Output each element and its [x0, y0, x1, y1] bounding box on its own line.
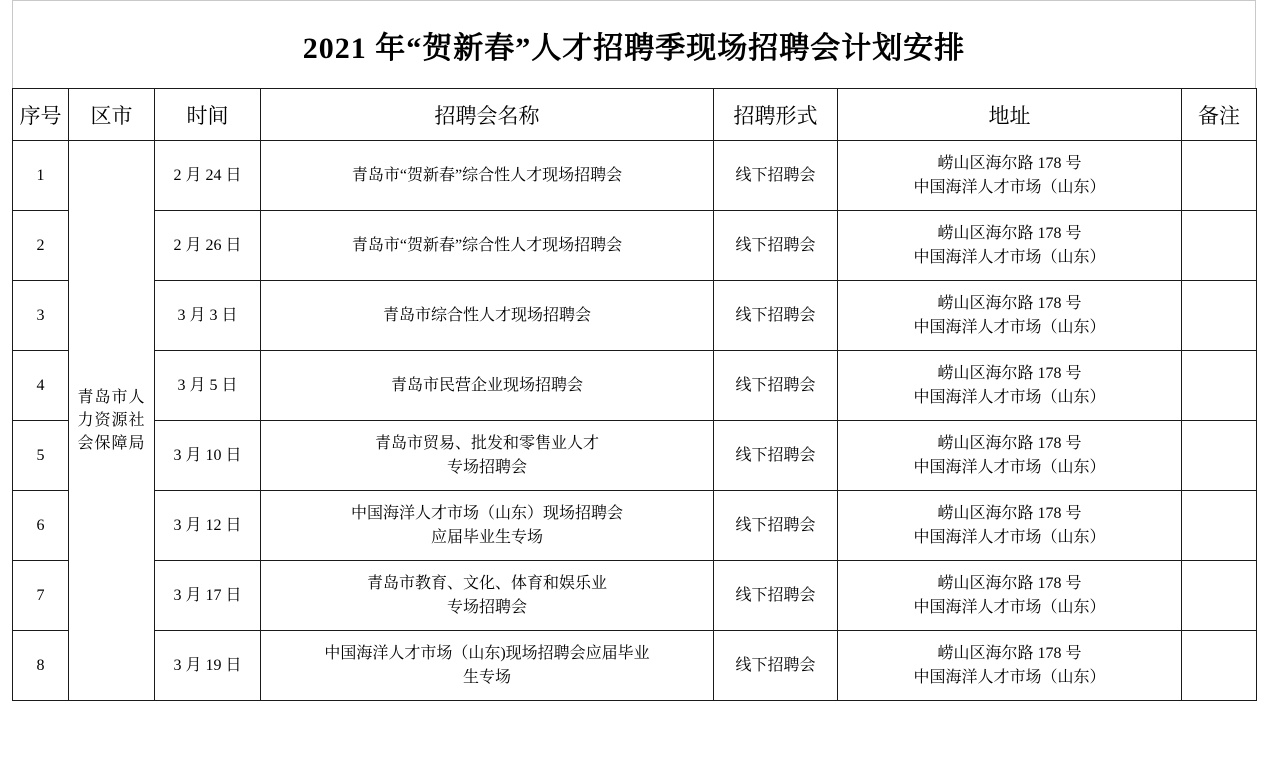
fair-name-line: 专场招聘会: [446, 598, 527, 616]
table-header-row: [13, 89, 1257, 141]
fair-name-line: 青岛市教育、文化、体育和娱乐业: [366, 575, 607, 593]
cell-time: 3 月 10 日: [155, 421, 261, 491]
cell-fair-form: 线下招聘会: [714, 631, 838, 701]
address-line: 崂山区海尔路 178 号: [937, 575, 1082, 593]
cell-note: [1182, 561, 1257, 631]
cell-index: 7: [13, 561, 69, 631]
cell-address: [838, 141, 1182, 211]
cell-index: 2: [13, 211, 69, 281]
address-line: 崂山区海尔路 178 号: [937, 155, 1082, 173]
cell-note: [1182, 421, 1257, 491]
address-line: 中国海洋人才市场（山东）: [913, 178, 1106, 196]
cell-fair-form: 线下招聘会: [714, 351, 838, 421]
cell-address: [838, 211, 1182, 281]
cell-fair-form: 线下招聘会: [714, 211, 838, 281]
column-header-region: 区市: [69, 89, 155, 141]
fair-name-line: 青岛市“贺新春”综合性人才现场招聘会: [351, 166, 623, 184]
cell-index: 5: [13, 421, 69, 491]
cell-note: [1182, 281, 1257, 351]
address-line: 崂山区海尔路 178 号: [937, 645, 1082, 663]
cell-address: [838, 281, 1182, 351]
column-header-index: 序号: [13, 89, 69, 141]
cell-index: 8: [13, 631, 69, 701]
table-body: [13, 141, 1257, 701]
fair-name-line: 应届毕业生专场: [430, 528, 543, 546]
recruitment-schedule-table: [12, 88, 1257, 701]
cell-fair-form: 线下招聘会: [714, 491, 838, 561]
cell-fair-name: [261, 631, 714, 701]
cell-note: [1182, 211, 1257, 281]
cell-note: [1182, 351, 1257, 421]
cell-address: [838, 421, 1182, 491]
cell-fair-form: 线下招聘会: [714, 561, 838, 631]
table-row: [13, 421, 1257, 491]
table-row: [13, 631, 1257, 701]
table-row: [13, 141, 1257, 211]
cell-time: 3 月 17 日: [155, 561, 261, 631]
cell-note: [1182, 491, 1257, 561]
table-row: [13, 351, 1257, 421]
address-line: 崂山区海尔路 178 号: [937, 365, 1082, 383]
table-row: [13, 281, 1257, 351]
cell-time: 3 月 12 日: [155, 491, 261, 561]
column-header-address: 地址: [838, 89, 1182, 141]
cell-fair-form: 线下招聘会: [714, 281, 838, 351]
cell-fair-name: [261, 211, 714, 281]
address-line: 崂山区海尔路 178 号: [937, 225, 1082, 243]
cell-fair-name: [261, 351, 714, 421]
cell-fair-name: [261, 421, 714, 491]
cell-fair-form: 线下招聘会: [714, 141, 838, 211]
fair-name-line: 青岛市贸易、批发和零售业人才: [374, 435, 599, 453]
column-header-time: 时间: [155, 89, 261, 141]
address-line: 中国海洋人才市场（山东）: [913, 388, 1106, 406]
address-line: 崂山区海尔路 178 号: [937, 435, 1082, 453]
cell-address: [838, 351, 1182, 421]
cell-address: [838, 491, 1182, 561]
cell-region-merged: 青岛市人力资源社会保障局: [69, 141, 155, 701]
table-row: [13, 211, 1257, 281]
column-header-note: 备注: [1182, 89, 1257, 141]
cell-fair-name: [261, 141, 714, 211]
title-container: [12, 0, 1256, 88]
fair-name-line: 青岛市“贺新春”综合性人才现场招聘会: [351, 236, 623, 254]
address-line: 中国海洋人才市场（山东）: [913, 668, 1106, 686]
address-line: 中国海洋人才市场（山东）: [913, 598, 1106, 616]
fair-name-line: 中国海洋人才市场（山东)现场招聘会应届毕业: [324, 645, 650, 663]
cell-time: 3 月 19 日: [155, 631, 261, 701]
page-title: 2021 年“贺新春”人才招聘季现场招聘会计划安排: [302, 31, 966, 65]
cell-fair-name: [261, 561, 714, 631]
address-line: 中国海洋人才市场（山东）: [913, 528, 1106, 546]
fair-name-line: 生专场: [462, 668, 511, 686]
cell-fair-form: 线下招聘会: [714, 421, 838, 491]
fair-name-line: 青岛市民营企业现场招聘会: [390, 376, 583, 394]
table-row: [13, 561, 1257, 631]
table-row: [13, 491, 1257, 561]
column-header-fair-form: 招聘形式: [714, 89, 838, 141]
cell-index: 1: [13, 141, 69, 211]
cell-time: 3 月 5 日: [155, 351, 261, 421]
address-line: 中国海洋人才市场（山东）: [913, 318, 1106, 336]
fair-name-line: 青岛市综合性人才现场招聘会: [382, 306, 591, 324]
fair-name-line: 专场招聘会: [446, 458, 527, 476]
cell-address: [838, 631, 1182, 701]
fair-name-line: 中国海洋人才市场（山东）现场招聘会: [350, 505, 623, 523]
address-line: 中国海洋人才市场（山东）: [913, 458, 1106, 476]
column-header-fair-name: 招聘会名称: [261, 89, 714, 141]
cell-index: 3: [13, 281, 69, 351]
cell-fair-name: [261, 281, 714, 351]
address-line: 中国海洋人才市场（山东）: [913, 248, 1106, 266]
cell-time: 3 月 3 日: [155, 281, 261, 351]
cell-note: [1182, 141, 1257, 211]
cell-index: 6: [13, 491, 69, 561]
cell-time: 2 月 26 日: [155, 211, 261, 281]
address-line: 崂山区海尔路 178 号: [937, 505, 1082, 523]
cell-address: [838, 561, 1182, 631]
cell-note: [1182, 631, 1257, 701]
cell-fair-name: [261, 491, 714, 561]
cell-time: 2 月 24 日: [155, 141, 261, 211]
address-line: 崂山区海尔路 178 号: [937, 295, 1082, 313]
cell-index: 4: [13, 351, 69, 421]
